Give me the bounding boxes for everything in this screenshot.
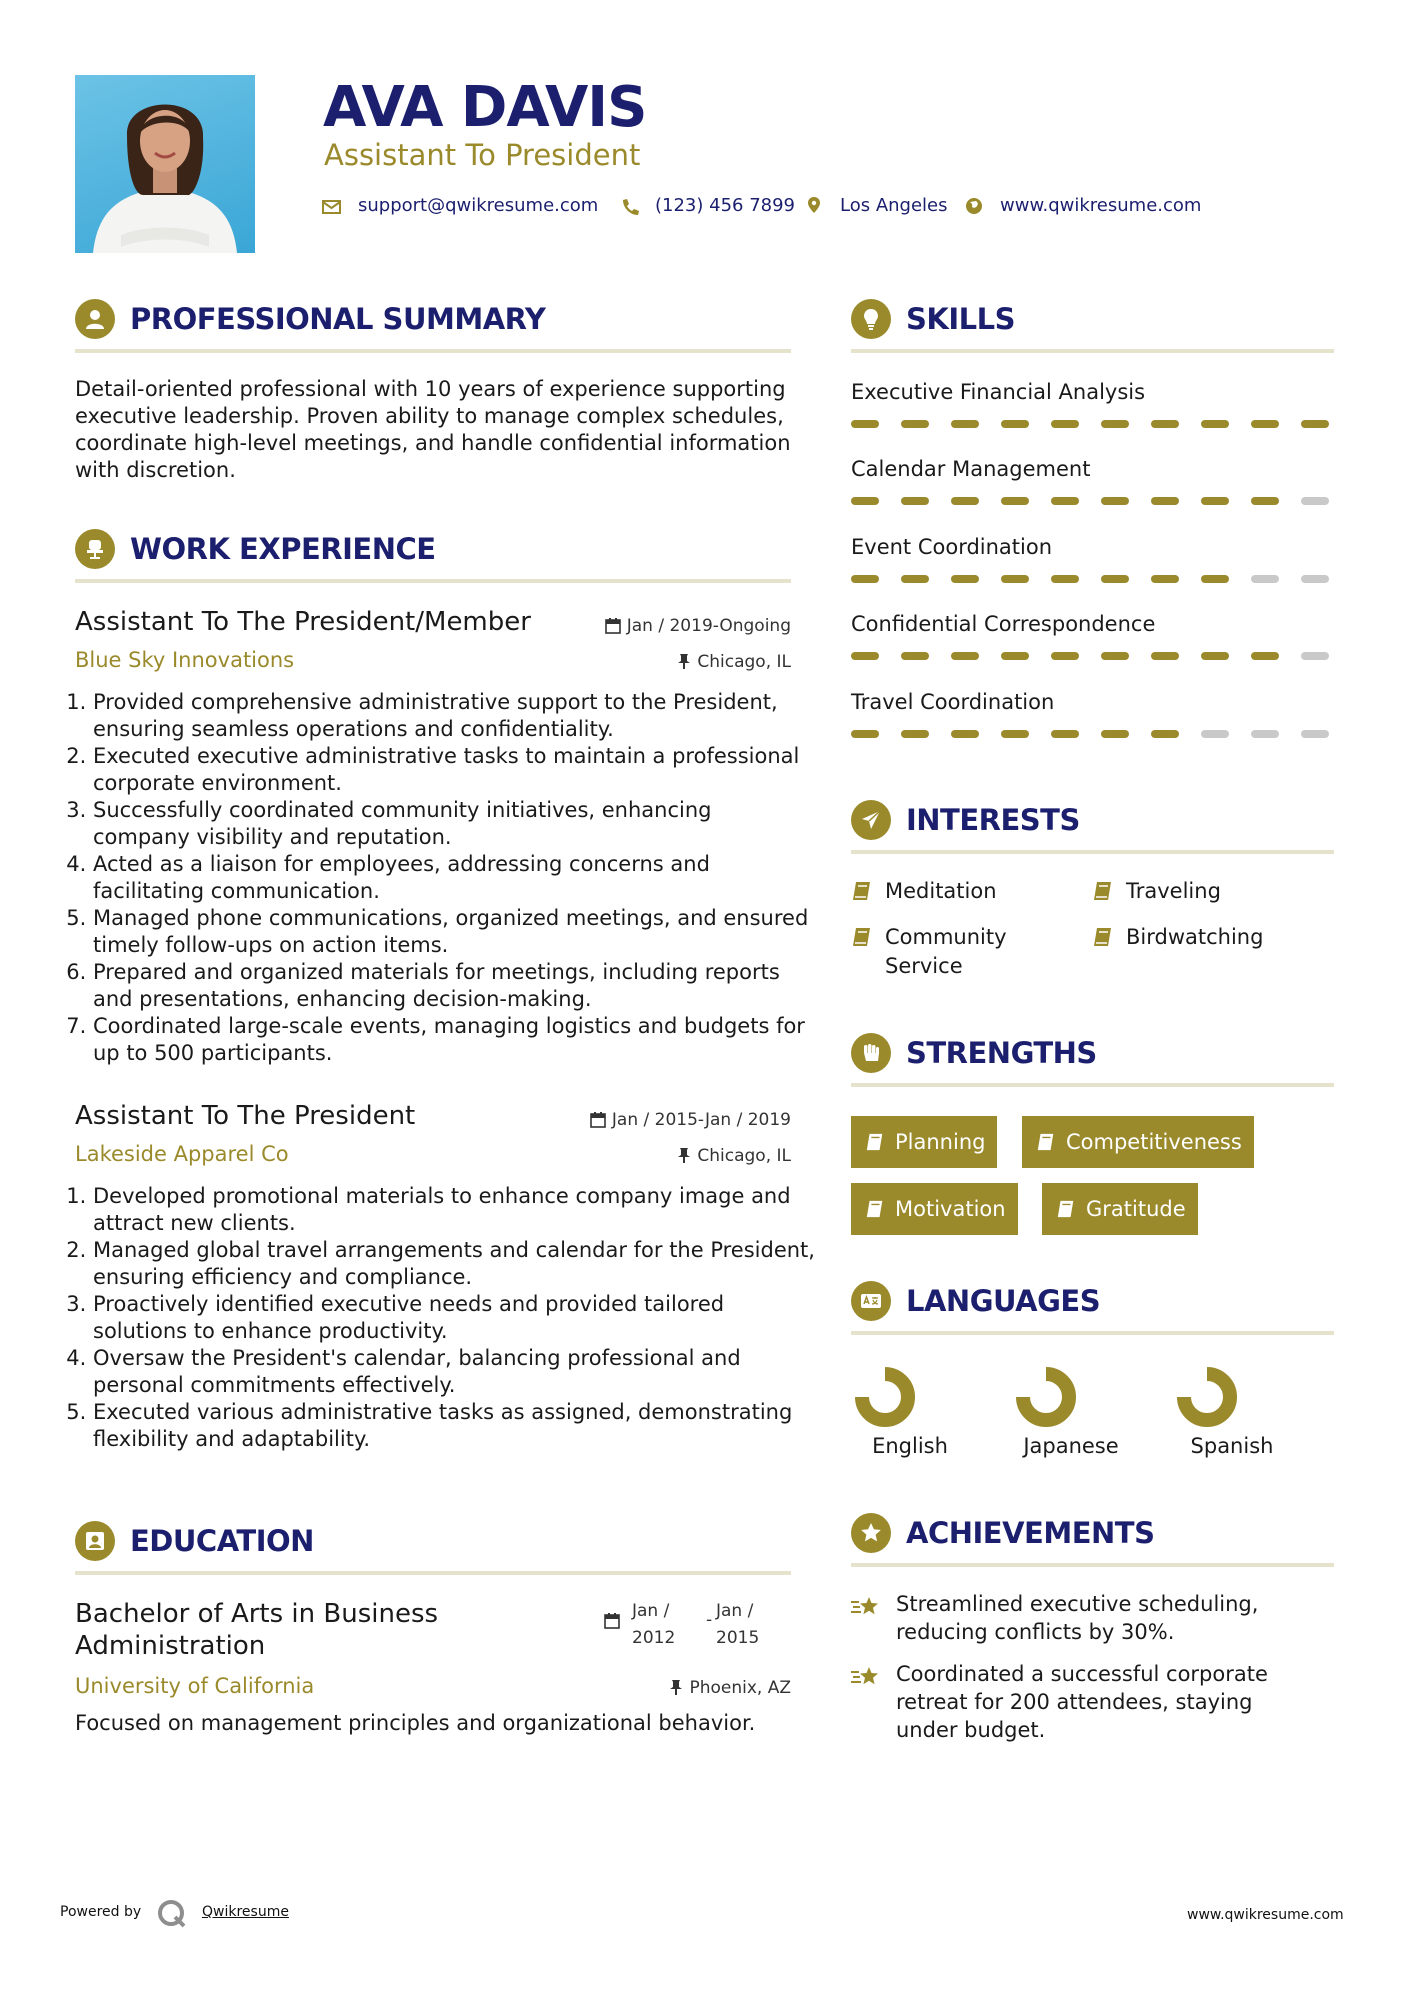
- skill-rating: [851, 730, 1334, 740]
- list-item: 1. Developed promotional materials to enhance company image and attract new clients.: [93, 1183, 817, 1237]
- skill-level-dash: [1151, 420, 1179, 428]
- job-dates: [590, 1108, 791, 1132]
- strengths-heading: STRENGTHS: [906, 1036, 1097, 1070]
- language-proficiency-ring: [850, 1362, 920, 1432]
- section-divider: [851, 850, 1334, 854]
- skill-level-dash: [901, 575, 929, 583]
- book-icon: [1056, 1199, 1076, 1219]
- email-icon: [322, 193, 344, 219]
- list-item: 2. Executed executive administrative tasks to maintain a professional corporate environment.: [93, 743, 809, 797]
- interest-label: Traveling: [1126, 879, 1221, 903]
- interest-label: Birdwatching: [1126, 925, 1264, 949]
- skill-level-dash: [1251, 575, 1279, 583]
- skill-level-dash: [1051, 730, 1079, 738]
- list-item: 5. Executed various administrative tasks as assigned, demonstrating flexibility and adaptability.: [93, 1399, 817, 1453]
- section-divider: [851, 349, 1334, 353]
- skill-level-dash: [1301, 420, 1329, 428]
- strength-badge: [1022, 1116, 1254, 1168]
- fist-icon: [851, 1033, 891, 1073]
- language-level-arc: [862, 1374, 908, 1420]
- education-section-header: [75, 1521, 791, 1573]
- skills-section-header: [851, 299, 1334, 351]
- language-name: Japanese: [1023, 1434, 1119, 1458]
- date-separator: -: [706, 1610, 713, 1630]
- list-item: 5. Managed phone communications, organized meetings, and ensured timely follow-ups on action items.: [93, 905, 809, 959]
- skill-level-dash: [1051, 652, 1079, 660]
- phone-number[interactable]: (123) 456 7899: [655, 195, 796, 216]
- list-item: 7. Coordinated large-scale events, managing logistics and budgets for up to 500 participants.: [93, 1013, 809, 1067]
- skill-level-dash: [1301, 730, 1329, 738]
- job-location-text: Chicago, IL: [697, 1146, 791, 1166]
- skill-level-dash: [901, 652, 929, 660]
- achievement-text: Coordinated a successful corporate retreat for 200 attendees, staying under budget.: [896, 1662, 1268, 1742]
- summary-heading: PROFESSIONAL SUMMARY: [130, 302, 546, 336]
- skill-level-dash: [1051, 497, 1079, 505]
- strength-badge: [851, 1116, 997, 1168]
- language-icon: [851, 1281, 891, 1321]
- skill-rating: [851, 652, 1334, 662]
- book-icon: [865, 1199, 885, 1219]
- skill-name: Calendar Management: [851, 457, 1091, 481]
- section-divider: [75, 1571, 791, 1575]
- strengths-section-header: [851, 1033, 1334, 1085]
- language-item: [850, 1362, 920, 1436]
- qwikresume-logo-icon: [157, 1899, 189, 1933]
- strength-label: Motivation: [895, 1197, 1006, 1221]
- education-location: [669, 1676, 791, 1700]
- pushpin-icon: [677, 653, 691, 670]
- calendar-icon: [590, 1111, 606, 1128]
- interests-heading: INTERESTS: [906, 803, 1080, 837]
- candidate-name: AVA DAVIS: [323, 75, 647, 140]
- user-icon: [75, 299, 115, 339]
- skill-level-dash: [851, 575, 879, 583]
- job-duties-list: [67, 1183, 817, 1453]
- skill-level-dash: [851, 497, 879, 505]
- profile-photo: [75, 75, 255, 253]
- book-icon: [1092, 926, 1114, 948]
- education-start-date: [632, 1598, 675, 1652]
- language-proficiency-ring: [1172, 1362, 1242, 1432]
- achievements-heading: ACHIEVEMENTS: [906, 1516, 1155, 1550]
- section-divider: [851, 1331, 1334, 1335]
- skill-level-dash: [1251, 730, 1279, 738]
- footer-url[interactable]: www.qwikresume.com: [1187, 1907, 1344, 1923]
- skill-name: Travel Coordination: [851, 690, 1055, 714]
- education-end-date: [716, 1598, 759, 1652]
- education-description: Focused on management principles and organizational behavior.: [75, 1711, 756, 1735]
- strength-label: Competitiveness: [1066, 1130, 1242, 1154]
- strength-label: Planning: [895, 1130, 986, 1154]
- book-icon: [1036, 1132, 1056, 1152]
- achievement-text: Streamlined executive scheduling, reducing conflicts by 30%.: [896, 1592, 1259, 1644]
- skill-level-dash: [1051, 420, 1079, 428]
- list-item: 6. Prepared and organized materials for meetings, including reports and presentations, enhancing decision-making.: [93, 959, 809, 1013]
- skill-level-dash: [1101, 730, 1129, 738]
- list-item: 2. Managed global travel arrangements and calendar for the President, ensuring efficiency and compliance.: [93, 1237, 817, 1291]
- briefcase-chair-icon: [75, 529, 115, 569]
- calendar-icon: [605, 617, 621, 634]
- company-name: Lakeside Apparel Co: [75, 1142, 289, 1166]
- strength-badge: [1042, 1183, 1198, 1235]
- skill-level-dash: [1201, 575, 1229, 583]
- skill-level-dash: [1001, 730, 1029, 738]
- education-heading: EDUCATION: [130, 1524, 314, 1558]
- school-name: University of California: [75, 1674, 315, 1698]
- skills-list: [851, 378, 1334, 768]
- skill-level-dash: [1251, 652, 1279, 660]
- company-name: Blue Sky Innovations: [75, 648, 295, 672]
- shooting-star-icon: [849, 1664, 883, 1694]
- date-line: Jan /: [632, 1601, 670, 1621]
- interest-item: [851, 877, 1071, 906]
- date-line: Jan /: [716, 1601, 754, 1621]
- section-divider: [851, 1083, 1334, 1087]
- summary-section-header: [75, 299, 791, 351]
- candidate-title: Assistant To President: [324, 138, 641, 172]
- calendar-icon: [604, 1612, 624, 1633]
- skill-level-dash: [951, 420, 979, 428]
- languages-heading: LANGUAGES: [906, 1284, 1101, 1318]
- job-title: Assistant To The President: [75, 1101, 416, 1131]
- strength-badge: [851, 1183, 1018, 1235]
- skill-level-dash: [1051, 575, 1079, 583]
- language-name: Spanish: [1190, 1434, 1274, 1458]
- shooting-star-icon: [849, 1594, 883, 1624]
- skill-level-dash: [901, 420, 929, 428]
- skill-level-dash: [1151, 497, 1179, 505]
- book-icon: [865, 1132, 885, 1152]
- education-location-text: Phoenix, AZ: [689, 1678, 791, 1698]
- skill-level-dash: [951, 652, 979, 660]
- language-item: [1011, 1362, 1081, 1436]
- skill-level-dash: [951, 575, 979, 583]
- interest-label: Community Service: [885, 925, 1007, 978]
- lightbulb-icon: [851, 299, 891, 339]
- graduate-icon: [75, 1521, 115, 1561]
- job-location: [677, 650, 791, 674]
- skill-level-dash: [1301, 497, 1329, 505]
- job-location: [677, 1144, 791, 1168]
- pushpin-icon: [677, 1147, 691, 1164]
- skill-level-dash: [1101, 420, 1129, 428]
- skill-level-dash: [901, 730, 929, 738]
- skill-name: Event Coordination: [851, 535, 1053, 559]
- powered-by-label: Powered by: [60, 1904, 142, 1920]
- skill-level-dash: [951, 730, 979, 738]
- interest-item: [1092, 877, 1332, 906]
- skill-level-dash: [1001, 575, 1029, 583]
- date-line: 2015: [716, 1628, 760, 1648]
- job-duties-list: [67, 689, 809, 1067]
- email-link[interactable]: support@qwikresume.com: [358, 195, 599, 216]
- language-level-arc: [1023, 1374, 1069, 1420]
- globe-icon: [964, 193, 986, 219]
- skill-level-dash: [1101, 575, 1129, 583]
- work-section-header: [75, 529, 791, 581]
- pushpin-icon: [669, 1679, 683, 1696]
- section-divider: [851, 1563, 1334, 1567]
- skill-level-dash: [901, 497, 929, 505]
- summary-text: Detail-oriented professional with 10 years of experience supporting executive leadership. Proven ability to manage complex schedules, coordinate high-level meetings, and handle confidential information with discretion.: [75, 377, 791, 482]
- job-dates-text: Jan / 2015-Jan / 2019: [611, 1110, 791, 1130]
- skill-rating: [851, 575, 1334, 585]
- list-item: 4. Acted as a liaison for employees, addressing concerns and facilitating communication.: [93, 851, 809, 905]
- skill-rating: [851, 497, 1334, 507]
- skill-level-dash: [1201, 420, 1229, 428]
- date-line: 2012: [632, 1628, 676, 1648]
- star-badge-icon: [851, 1513, 891, 1553]
- section-divider: [75, 349, 791, 353]
- book-icon: [851, 880, 873, 902]
- job-location-text: Chicago, IL: [697, 652, 791, 672]
- skill-level-dash: [1301, 575, 1329, 583]
- interest-item: [851, 923, 1051, 981]
- skill-level-dash: [1151, 730, 1179, 738]
- skill-level-dash: [1101, 652, 1129, 660]
- work-heading: WORK EXPERIENCE: [130, 532, 436, 566]
- language-item: [1172, 1362, 1242, 1436]
- skill-name: Executive Financial Analysis: [851, 380, 1146, 404]
- interest-label: Meditation: [885, 879, 997, 903]
- skill-level-dash: [1001, 652, 1029, 660]
- skill-level-dash: [851, 730, 879, 738]
- skill-level-dash: [1001, 420, 1029, 428]
- skill-level-dash: [1251, 420, 1279, 428]
- skill-rating: [851, 420, 1334, 430]
- skills-heading: SKILLS: [906, 302, 1015, 336]
- skill-level-dash: [1151, 652, 1179, 660]
- skill-level-dash: [1251, 497, 1279, 505]
- skill-level-dash: [1101, 497, 1129, 505]
- location-text: Los Angeles: [840, 195, 948, 216]
- list-item: 3. Successfully coordinated community initiatives, enhancing company visibility and reputation.: [93, 797, 809, 851]
- section-divider: [75, 579, 791, 583]
- achievements-section-header: [851, 1513, 1334, 1565]
- skill-level-dash: [1001, 497, 1029, 505]
- languages-section-header: [851, 1281, 1334, 1333]
- list-item: 3. Proactively identified executive needs and provided tailored solutions to enhance productivity.: [93, 1291, 817, 1345]
- job-dates: [605, 614, 791, 638]
- paper-plane-icon: [851, 800, 891, 840]
- interests-section-header: [851, 800, 1334, 852]
- skill-level-dash: [1301, 652, 1329, 660]
- phone-icon: [620, 193, 642, 219]
- skill-level-dash: [951, 497, 979, 505]
- skill-level-dash: [1151, 575, 1179, 583]
- book-icon: [1092, 880, 1114, 902]
- skill-level-dash: [851, 652, 879, 660]
- book-icon: [851, 926, 873, 948]
- website-link[interactable]: www.qwikresume.com: [1000, 195, 1202, 216]
- list-item: 1. Provided comprehensive administrative support to the President, ensuring seamless operations and confidentiality.: [93, 689, 809, 743]
- skill-name: Confidential Correspondence: [851, 612, 1156, 636]
- language-proficiency-ring: [1011, 1362, 1081, 1432]
- strength-label: Gratitude: [1086, 1197, 1186, 1221]
- language-name: English: [872, 1434, 948, 1458]
- job-dates-text: Jan / 2019-Ongoing: [626, 616, 791, 636]
- qwikresume-link[interactable]: Qwikresume: [202, 1904, 289, 1920]
- degree-title: Bachelor of Arts in Business Administration: [75, 1599, 439, 1661]
- skill-level-dash: [1201, 652, 1229, 660]
- skill-level-dash: [851, 420, 879, 428]
- list-item: 4. Oversaw the President's calendar, balancing professional and personal commitments effectively.: [93, 1345, 817, 1399]
- skill-level-dash: [1201, 730, 1229, 738]
- location-pin-icon: [806, 193, 828, 219]
- job-title: Assistant To The President/Member: [75, 607, 531, 637]
- skill-level-dash: [1201, 497, 1229, 505]
- interest-item: [1092, 923, 1332, 952]
- language-level-arc: [1184, 1374, 1230, 1420]
